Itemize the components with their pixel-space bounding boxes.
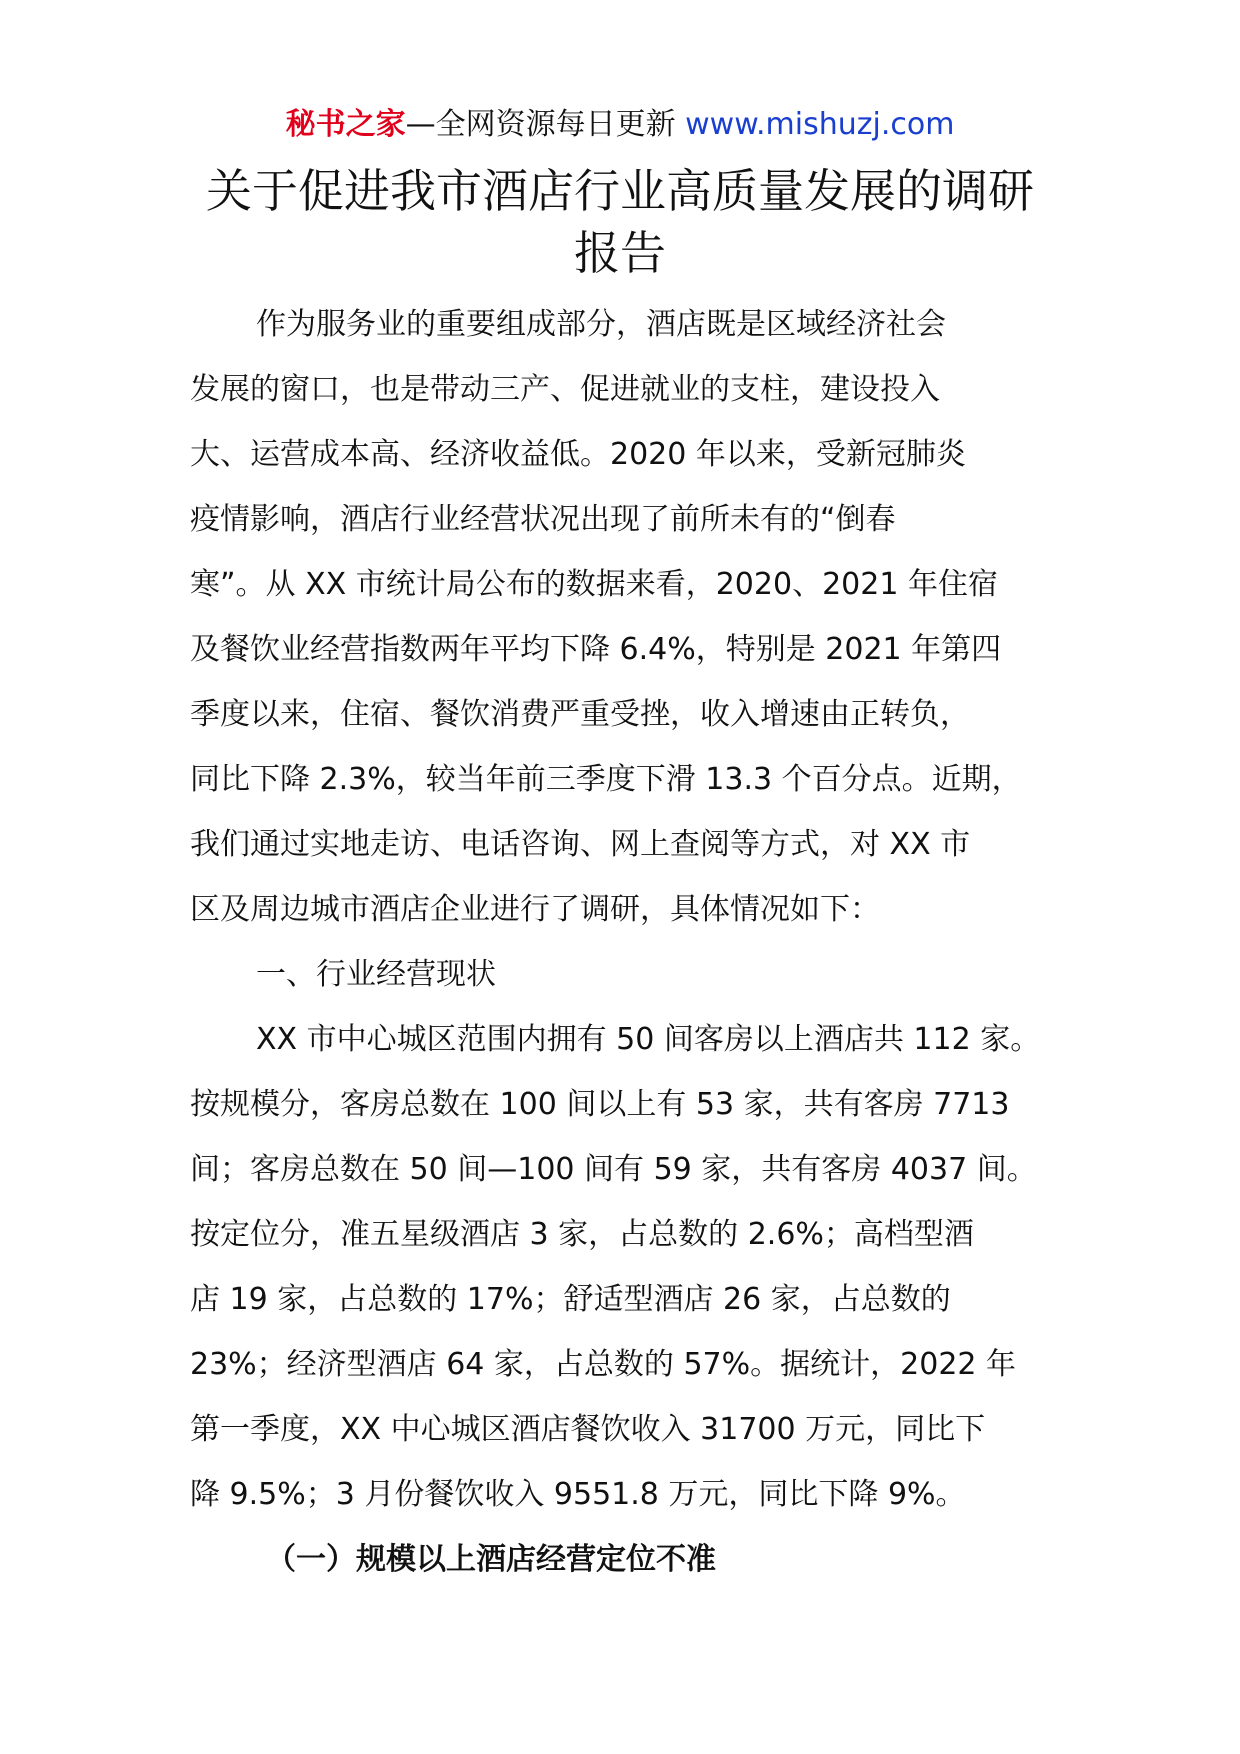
- document-title: [150, 160, 1090, 284]
- paragraph-line: 我们通过实地走访、电话咨询、网上查阅等方式，对 XX 市: [190, 827, 971, 862]
- paragraph-line: 大、运营成本高、经济收益低。2020 年以来，受新冠肺炎: [190, 437, 966, 472]
- paragraph-line: 同比下降 2.3%，较当年前三季度下滑 13.3 个百分点。近期，: [190, 762, 1022, 797]
- paragraph-line: 季度以来，住宿、餐饮消费严重受挫，收入增速由正转负，: [190, 697, 970, 732]
- paragraph-line: 间；客房总数在 50 间—100 间有 59 家，共有客房 4037 间。: [190, 1152, 1037, 1187]
- site-header: [0, 100, 1240, 150]
- paragraph-line: 23%；经济型酒店 64 家，占总数的 57%。据统计，2022 年: [190, 1347, 1017, 1382]
- paragraph-line: 店 19 家，占总数的 17%；舒适型酒店 26 家，占总数的: [190, 1282, 951, 1317]
- paragraph-line: 第一季度，XX 中心城区酒店餐饮收入 31700 万元，同比下: [190, 1412, 986, 1447]
- title-line-1: 关于促进我市酒店行业高质量发展的调研: [206, 164, 1034, 218]
- site-slogan: —全网资源每日更新: [405, 107, 686, 142]
- section-heading: 一、行业经营现状: [256, 957, 496, 992]
- subsection-heading: （一）规模以上酒店经营定位不准: [266, 1542, 716, 1577]
- title-line-2: 报告: [574, 226, 666, 280]
- paragraph-line: 区及周边城市酒店企业进行了调研，具体情况如下：: [190, 892, 880, 927]
- paragraph-line: XX 市中心城区范围内拥有 50 间客房以上酒店共 112 家。: [256, 1022, 1041, 1057]
- brand-name: 秘书之家: [285, 107, 406, 142]
- paragraph-line: 按规模分，客房总数在 100 间以上有 53 家，共有客房 7713: [190, 1087, 1010, 1122]
- paragraph-line: 按定位分，准五星级酒店 3 家，占总数的 2.6%；高档型酒: [190, 1217, 974, 1252]
- paragraph-line: 及餐饮业经营指数两年平均下降 6.4%，特别是 2021 年第四: [190, 632, 1002, 667]
- paragraph-line: 寒”。从 XX 市统计局公布的数据来看，2020、2021 年住宿: [190, 567, 998, 602]
- paragraph-line: 疫情影响，酒店行业经营状况出现了前所未有的“倒春: [190, 502, 896, 537]
- document-body: [190, 292, 1070, 1592]
- paragraph-line: 发展的窗口，也是带动三产、促进就业的支柱，建设投入: [190, 372, 940, 407]
- site-url[interactable]: www.mishuzj.com: [685, 107, 955, 142]
- paragraph-line: 降 9.5%；3 月份餐饮收入 9551.8 万元，同比下降 9%。: [190, 1477, 966, 1512]
- paragraph-line: 作为服务业的重要组成部分，酒店既是区域经济社会: [256, 307, 946, 342]
